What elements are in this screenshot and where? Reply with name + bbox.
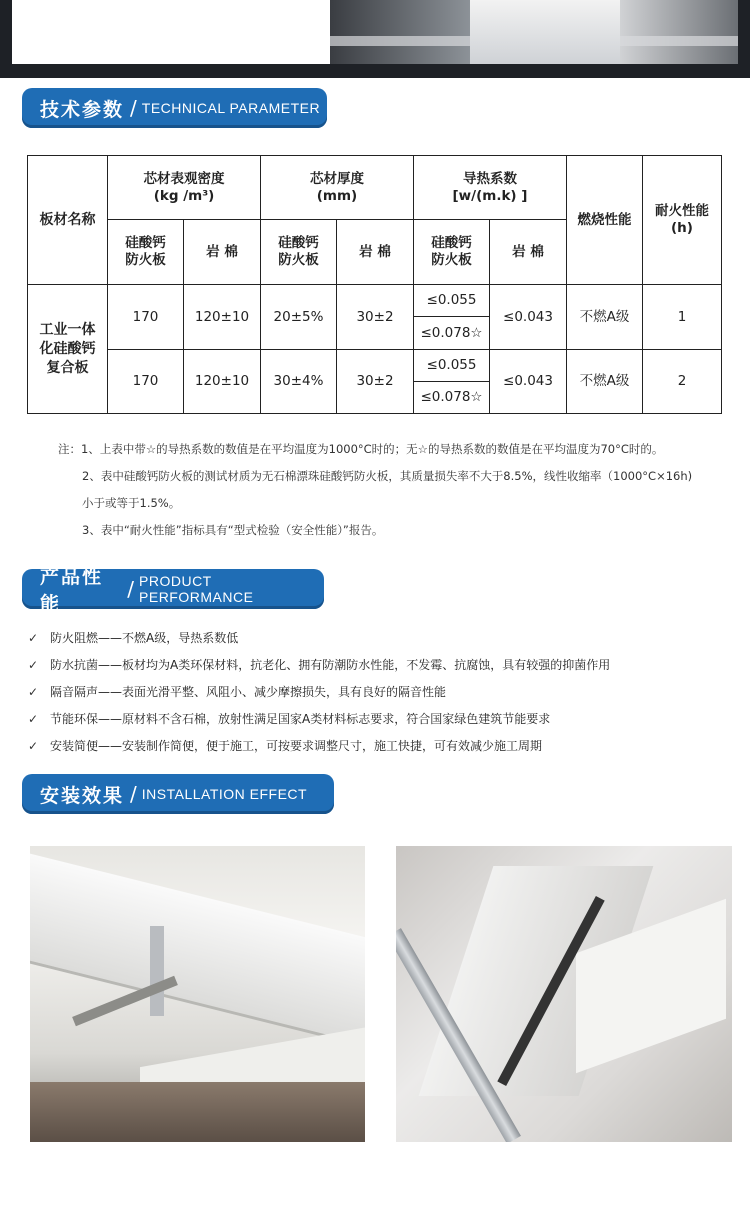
thickness-header: 芯材厚度 (mm) (261, 156, 414, 220)
table-cell: ≤0.078☆ (414, 382, 490, 414)
feature-text: 防水抗菌——板材均为A类环保材料，抗老化、拥有防潮防水性能，不发霉、抗腐蚀，具有较强的抑菌作用 (50, 658, 611, 672)
installation-photo-right (396, 846, 732, 1142)
note-line: 注：1、上表中带☆的导热系数的数值是在平均温度为1000°C时的；无☆的导热系数的数值是在平均温度为70°C时的。 (58, 442, 664, 456)
table-cell: 不燃A级 (567, 350, 643, 414)
title-slash: / (130, 782, 137, 806)
check-icon: ✓ (28, 684, 39, 699)
top-blank-panel (12, 0, 330, 64)
table-cell: 120±10 (184, 285, 261, 350)
list-item (28, 732, 738, 759)
product-performance-header (22, 566, 324, 615)
check-icon: ✓ (28, 711, 39, 726)
feature-list (28, 624, 738, 759)
table-cell: ≤0.043 (490, 350, 567, 414)
feature-text: 防火阻燃——不燃A级，导热系数低 (50, 631, 239, 645)
list-item (28, 651, 738, 678)
conductivity-header: 导热系数 [w/(m.k) ] (414, 156, 567, 220)
table-cell: 120±10 (184, 350, 261, 414)
density-rockwool-header: 岩 棉 (184, 220, 261, 285)
list-item (28, 678, 738, 705)
technical-parameter-header (22, 88, 327, 128)
list-item (28, 624, 738, 651)
feature-text: 隔音隔声——表面光滑平整、风阻小、减少摩擦损失，具有良好的隔音性能 (50, 685, 447, 699)
note-line: 3、表中“耐火性能”指标具有“型式检验（安全性能）”报告。 (82, 523, 384, 537)
conductivity-rockwool-header: 岩 棉 (490, 220, 567, 285)
table-cell: ≤0.078☆ (414, 317, 490, 350)
table-cell: 2 (643, 350, 722, 414)
table-cell: 20±5% (261, 285, 337, 350)
table-cell: ≤0.043 (490, 285, 567, 350)
density-header: 芯材表观密度 (kg /m³) (108, 156, 261, 220)
parameter-table (27, 155, 722, 414)
note-line: 小于或等于1.5%。 (82, 496, 181, 510)
check-icon: ✓ (28, 630, 39, 645)
thickness-rockwool-header: 岩 棉 (337, 220, 414, 285)
fire-resistance-header: 耐火性能 (h) (643, 156, 722, 285)
section-title-cn: 安装效果 (40, 784, 125, 807)
photo-duct (470, 0, 620, 64)
table-notes (58, 440, 728, 539)
table-cell: 170 (108, 350, 184, 414)
board-name-header: 板材名称 (28, 156, 108, 285)
section-title-en: TECHNICAL PARAMETER (141, 100, 321, 116)
section-title-en: PRODUCT PERFORMANCE (139, 573, 254, 605)
section-title-en: INSTALLATION EFFECT (141, 786, 308, 802)
check-icon: ✓ (28, 738, 39, 753)
product-name-cell: 工业一体 化硅酸钙 复合板 (28, 285, 108, 414)
density-calcium-header: 硅酸钙 防火板 (108, 220, 184, 285)
combustion-header: 燃烧性能 (567, 156, 643, 285)
installation-photo-left (30, 846, 365, 1142)
table-cell: 30±4% (261, 350, 337, 414)
table-cell: 不燃A级 (567, 285, 643, 350)
table-cell: ≤0.055 (414, 285, 490, 317)
check-icon: ✓ (28, 657, 39, 672)
feature-text: 安装简便——安装制作简便，便于施工，可按要求调整尺寸，施工快捷，可有效减少施工周期 (50, 739, 543, 753)
photo-floor (30, 1082, 365, 1142)
installation-effect-header (22, 774, 334, 814)
thickness-calcium-header: 硅酸钙 防火板 (261, 220, 337, 285)
note-line: 2、表中硅酸钙防火板的测试材质为无石棉漂珠硅酸钙防火板，其质量损失率不大于8.5%，线性收缩率（1000°C×16h) (82, 469, 693, 483)
conductivity-calcium-header: 硅酸钙 防火板 (414, 220, 490, 285)
section-title-cn: 产品性能 (40, 566, 104, 615)
table-cell: 30±2 (337, 285, 414, 350)
table-cell: 30±2 (337, 350, 414, 414)
section-title-cn: 技术参数 (40, 98, 125, 121)
table-cell: ≤0.055 (414, 350, 490, 382)
top-duct-photo (330, 0, 738, 64)
title-slash: / (130, 96, 137, 120)
photo-flange (150, 926, 164, 1016)
title-slash: / (127, 577, 135, 601)
feature-text: 节能环保——原材料不含石棉，放射性满足国家A类材料标志要求，符合国家绿色建筑节能要求 (50, 712, 551, 726)
table-cell: 170 (108, 285, 184, 350)
table-cell: 1 (643, 285, 722, 350)
top-banner (0, 0, 750, 78)
list-item (28, 705, 738, 732)
